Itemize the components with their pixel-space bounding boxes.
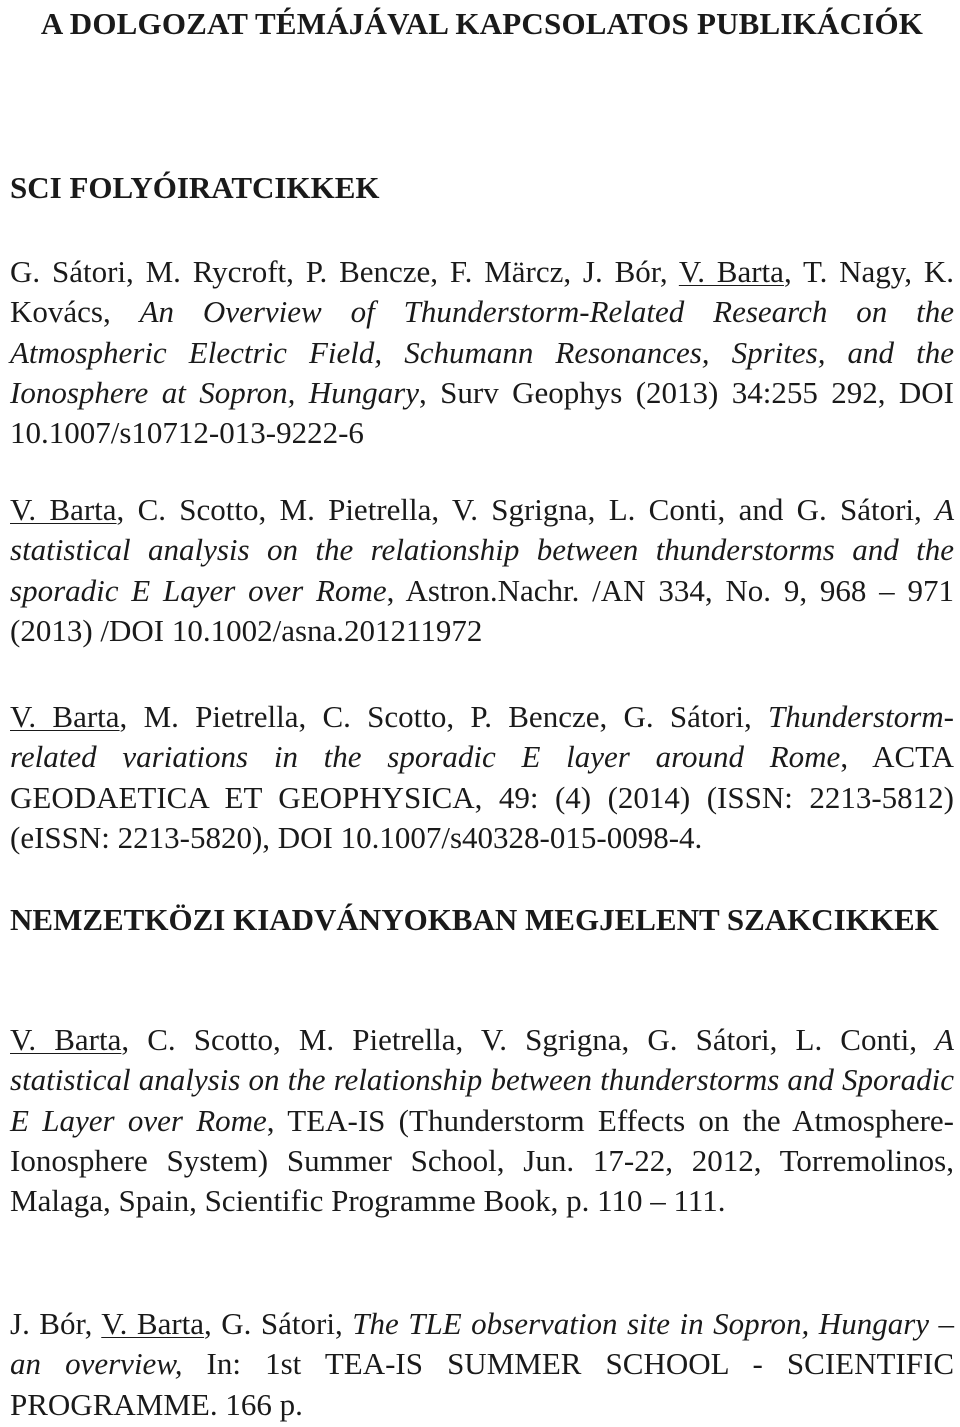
publication-title: An Overview of Thunderstorm-Related Research on the Atmospheric Electric Field, Schumann Resonances, Sprites, and the Ionosphere at Sopron, Hungary <box>10 294 954 410</box>
authors-after: , G. Sátori, <box>204 1306 353 1341</box>
publication-entry <box>10 1304 954 1425</box>
heading-word: NEMZETKÖZI <box>10 902 226 937</box>
title-block <box>10 0 954 45</box>
publication-details: , Astron.Nachr. /AN 334, No. 9, 968 – 971 (2013) /DOI 10.1002/asna.201211972 <box>10 572 954 648</box>
authors-after: , C. Scotto, M. Pietrella, V. Sgrigna, L. Conti, and G. Sátori, <box>116 492 936 527</box>
publication-title: A statistical analysis on the relationship between thunderstorms and the sporadic E Layer over Rome <box>10 492 954 608</box>
publication-details: , ACTA GEODAETICA ET GEOPHYSICA, 49: (4) (2014) (ISSN: 2213-5812) (eISSN: 2213-5820), DOI 10.1007/s40328-015-0098-4. <box>10 739 954 855</box>
authors-after: , T. Nagy, K. Kovács, <box>10 254 954 330</box>
highlighted-author: V. Barta <box>101 1306 205 1341</box>
section-heading-sci-articles: SCI FOLYÓIRATCIKKEK <box>10 170 380 205</box>
authors-after: , C. Scotto, M. Pietrella, V. Sgrigna, G. Sátori, L. Conti, <box>121 1022 936 1057</box>
highlighted-author: V. Barta <box>10 699 120 734</box>
authors-before: J. Bór, <box>10 1306 102 1341</box>
section-heading-international-papers <box>10 900 954 940</box>
highlighted-author: V. Barta <box>10 492 117 527</box>
publication-details: In: 1st TEA-IS SUMMER SCHOOL - SCIENTIFIC PROGRAMME. 166 p. <box>10 1346 954 1422</box>
authors-before: G. Sátori, M. Rycroft, P. Bencze, F. Märcz, J. Bór, <box>10 254 679 289</box>
publication-details: , Surv Geophys (2013) 34:255 292, DOI 10.1007/s10712-013-9222-6 <box>10 374 954 451</box>
heading-word: SZAKCIKKEK <box>726 902 939 937</box>
heading-word: MEGJELENT <box>525 902 720 937</box>
publication-title: A statistical analysis on the relationship between thunderstorms and Sporadic E Layer over Rome <box>10 1022 954 1138</box>
publication-title: The TLE observation site in Sopron, Hungary – an overview, <box>10 1306 955 1382</box>
authors-after: , M. Pietrella, C. Scotto, P. Bencze, G. Sátori, <box>119 699 768 734</box>
publication-title: Thunderstorm-related variations in the sporadic E layer around Rome <box>10 699 954 775</box>
highlighted-author: V. Barta <box>10 1022 122 1057</box>
page-title: A DOLGOZAT TÉMÁJÁVAL KAPCSOLATOS PUBLIKÁCIÓK <box>40 6 924 41</box>
publication-entry <box>10 1020 954 1221</box>
publication-entry <box>10 697 954 858</box>
publication-details: , TEA-IS (Thunderstorm Effects on the Atmosphere-Ionosphere System) Summer School, Jun. 17-22, 2012, Torremolinos, Malaga, Spain, Scientific Programme Book, p. 110 – 111. <box>10 1102 954 1219</box>
publication-entry <box>10 490 954 651</box>
publication-entry <box>10 252 954 453</box>
heading-word: KIADVÁNYOKBAN <box>233 902 518 937</box>
highlighted-author: V. Barta <box>678 254 784 289</box>
